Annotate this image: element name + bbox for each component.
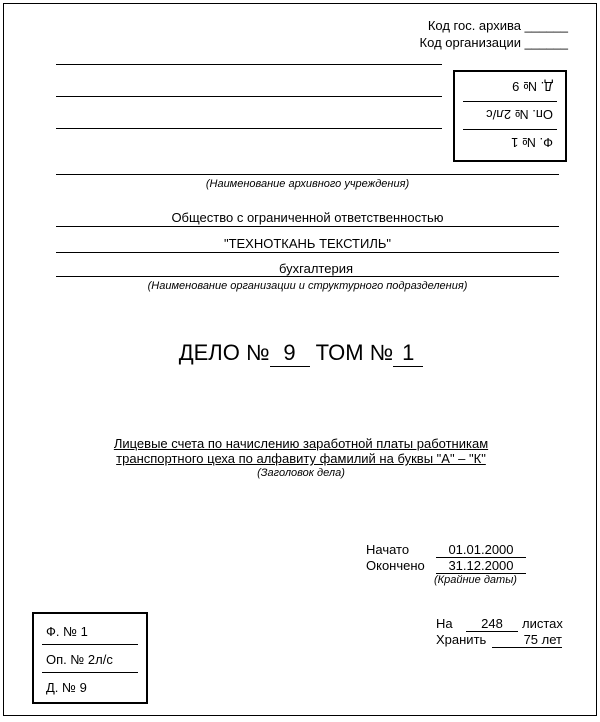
case-subject-line-2: транспортного цеха по алфавиту фамилий на буквы "А" – "К" bbox=[116, 451, 486, 466]
archive-line-1 bbox=[56, 64, 442, 65]
stamp-bottom-divider-1 bbox=[42, 644, 138, 645]
org-line-2: "ТЕХНОТКАНЬ ТЕКСТИЛЬ" bbox=[223, 236, 392, 251]
stamp-top-d: Д. № 9 bbox=[512, 79, 553, 94]
stamp-bottom-op: Оп. № 2л/с bbox=[46, 652, 113, 667]
case-subject-caption: (Заголовок дела) bbox=[257, 467, 345, 479]
archive-code-label: Код гос. архива ______ bbox=[427, 18, 568, 33]
stamp-bottom-divider-2 bbox=[42, 672, 138, 673]
delo-number: 9 bbox=[270, 340, 310, 367]
org-underline-3 bbox=[56, 276, 559, 277]
stamp-box-top bbox=[453, 70, 567, 162]
dates-caption: (Крайние даты) bbox=[434, 574, 517, 586]
case-subject-line-1: Лицевые счета по начислению заработной платы работникам bbox=[113, 436, 489, 451]
sheets-on-label: На bbox=[436, 616, 453, 631]
org-caption: (Наименование организации и структурного подразделения) bbox=[147, 280, 468, 292]
org-underline-2 bbox=[56, 252, 559, 253]
tom-number: 1 bbox=[393, 340, 423, 367]
case-title bbox=[4, 340, 598, 367]
stamp-box-bottom bbox=[32, 612, 148, 704]
org-code-label: Код организации ______ bbox=[419, 35, 568, 50]
started-value: 01.01.2000 bbox=[436, 542, 526, 558]
stamp-bottom-f: Ф. № 1 bbox=[46, 624, 88, 639]
sheets-count: 248 bbox=[466, 616, 518, 632]
stamp-top-divider-1 bbox=[463, 129, 557, 130]
archive-line-2 bbox=[56, 96, 442, 97]
stamp-bottom-d: Д. № 9 bbox=[46, 680, 87, 695]
stamp-top-divider-2 bbox=[463, 101, 557, 102]
stamp-top-op: Оп. № 2л/с bbox=[486, 107, 553, 122]
org-line-1: Общество с ограниченной ответственностью bbox=[171, 210, 444, 225]
org-underline-1 bbox=[56, 226, 559, 227]
sheets-label: листах bbox=[522, 616, 563, 631]
tom-prefix: ТОМ № bbox=[315, 340, 394, 365]
delo-prefix: ДЕЛО № bbox=[178, 340, 270, 365]
ended-value: 31.12.2000 bbox=[436, 558, 526, 574]
started-label: Начато bbox=[366, 542, 410, 557]
stamp-top-f: Ф. № 1 bbox=[511, 135, 553, 150]
archive-line-4 bbox=[56, 174, 559, 175]
archive-line-3 bbox=[56, 128, 442, 129]
org-line-3: бухгалтерия bbox=[279, 261, 354, 276]
archive-caption: (Наименование архивного учреждения) bbox=[205, 178, 410, 190]
document-page bbox=[3, 3, 597, 716]
keep-value: 75 лет bbox=[492, 632, 562, 648]
ended-label: Окончено bbox=[366, 558, 425, 573]
keep-label: Хранить bbox=[436, 632, 487, 647]
